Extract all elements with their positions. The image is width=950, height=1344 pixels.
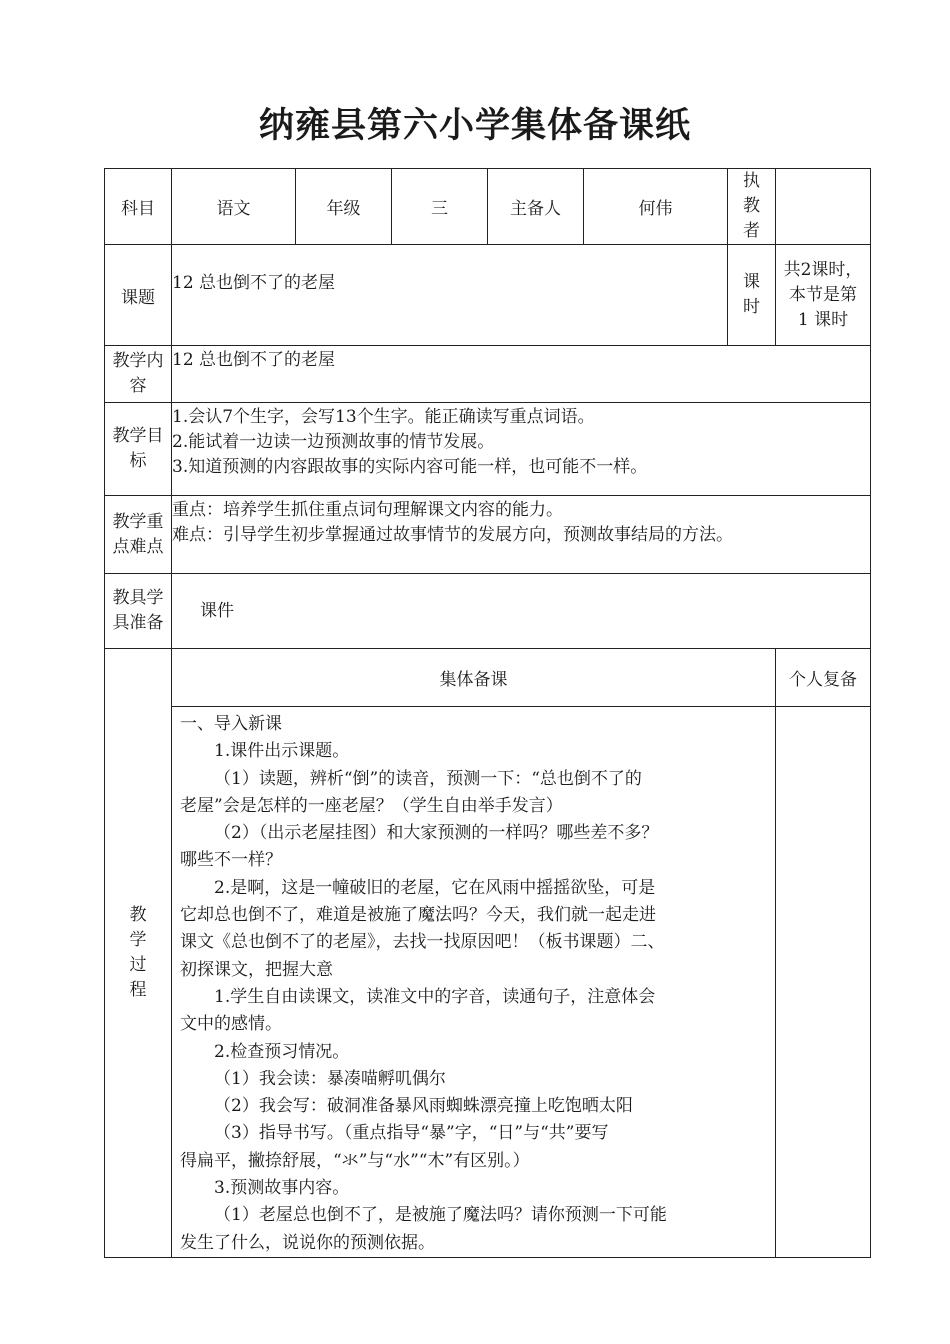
- row-process-header: [105, 649, 871, 707]
- collective-header: 集体备课: [172, 649, 776, 707]
- row-key-points: [105, 496, 871, 574]
- goal-item: 3.知道预测的内容跟故事的实际内容可能一样，也可能不一样。: [172, 457, 648, 477]
- materials-label: 教具学具准备: [105, 574, 172, 649]
- materials-value: 课件: [172, 574, 871, 649]
- process-line: 3.预测故事内容。: [214, 1178, 350, 1199]
- preparer-label: 主备人: [488, 169, 584, 245]
- period-label: 课时: [728, 245, 776, 346]
- key-focus: 重点：培养学生抓住重点词句理解课文内容的能力。: [172, 500, 563, 520]
- process-label: 教学过程: [105, 649, 172, 1258]
- row-goals: [105, 403, 871, 496]
- key-points-label: 教学重点难点: [105, 496, 172, 574]
- topic-label: 课题: [105, 245, 172, 346]
- collective-prep-content: [172, 707, 776, 1258]
- executor-label: 执教者: [728, 169, 776, 245]
- preparer-value: 何伟: [584, 169, 728, 245]
- goal-item: 2.能试着一边读一边预测故事的情节发展。: [172, 432, 495, 452]
- row-materials: [105, 574, 871, 649]
- personal-prep-content: [776, 707, 871, 1258]
- row-content: [105, 346, 871, 403]
- goals-label: 教学目标: [105, 403, 172, 496]
- grade-value: 三: [392, 169, 488, 245]
- process-line: 课文《总也倒不了的老屋》，去找一找原因吧！（板书课题）二、: [180, 932, 665, 953]
- goal-item: 1.会认7个生字，会写13个生字。能正确读写重点词语。: [172, 407, 595, 427]
- goals-list: [172, 403, 871, 496]
- grade-label: 年级: [296, 169, 392, 245]
- process-line: （1）老屋总也倒不了，是被施了魔法吗？请你预测一下可能: [214, 1205, 667, 1226]
- process-line: 初探课文，把握大意: [180, 959, 333, 980]
- process-line: 2.检查预习情况。: [214, 1041, 350, 1062]
- lesson-plan-table: [104, 168, 871, 1258]
- row-topic: [105, 245, 871, 346]
- process-line: 老屋”会是怎样的一座老屋？（学生自由举手发言）: [180, 795, 563, 816]
- topic-value: 12 总也倒不了的老屋: [172, 245, 728, 346]
- row-process-body: [105, 707, 871, 1258]
- process-line: 1.课件出示课题。: [214, 741, 350, 762]
- content-value: 12 总也倒不了的老屋: [172, 346, 871, 403]
- key-difficulty: 难点：引导学生初步掌握通过故事情节的发展方向，预测故事结局的方法。: [172, 525, 733, 545]
- process-line: 得扁平，撇捺舒展，“氺”与“水”“木”有区别。）: [180, 1150, 530, 1171]
- personal-header: 个人复备: [776, 649, 871, 707]
- process-line: 它却总也倒不了，难道是被施了魔法吗？今天，我们就一起走进: [180, 905, 656, 926]
- period-value: 共2课时，本节是第 1 课时: [776, 245, 871, 346]
- row-subject: [105, 169, 871, 245]
- process-line: 2.是啊，这是一幢破旧的老屋，它在风雨中摇摇欲坠，可是: [214, 877, 656, 898]
- content-label: 教学内容: [105, 346, 172, 403]
- process-line: （1）读题，辨析“倒”的读音，预测一下：“总也倒不了的: [214, 768, 642, 789]
- process-line: 一、导入新课: [180, 714, 282, 734]
- process-line: 1.学生自由读课文，读准文中的字音，读通句子，注意体会: [214, 986, 656, 1007]
- process-line: （1）我会读：暴凑喵孵叽偶尔: [214, 1068, 446, 1089]
- page-title: 纳雍县第六小学集体备课纸: [258, 106, 691, 146]
- process-line: （3）指导书写。（重点指导“暴”字，“日”与“共”要写: [214, 1123, 609, 1144]
- subject-label: 科目: [105, 169, 172, 245]
- key-points-text: [172, 496, 871, 574]
- process-line: 发生了什么，说说你的预测依据。: [180, 1232, 435, 1253]
- process-line: 文中的感情。: [180, 1014, 282, 1035]
- process-line: （2）我会写：破洞准备暴风雨蜘蛛漂亮撞上吃饱晒太阳: [214, 1096, 633, 1117]
- subject-value: 语文: [172, 169, 296, 245]
- process-line: （2）（出示老屋挂图）和大家预测的一样吗？哪些差不多？: [214, 823, 659, 844]
- executor-value: [776, 169, 871, 245]
- process-line: 哪些不一样？: [180, 850, 282, 871]
